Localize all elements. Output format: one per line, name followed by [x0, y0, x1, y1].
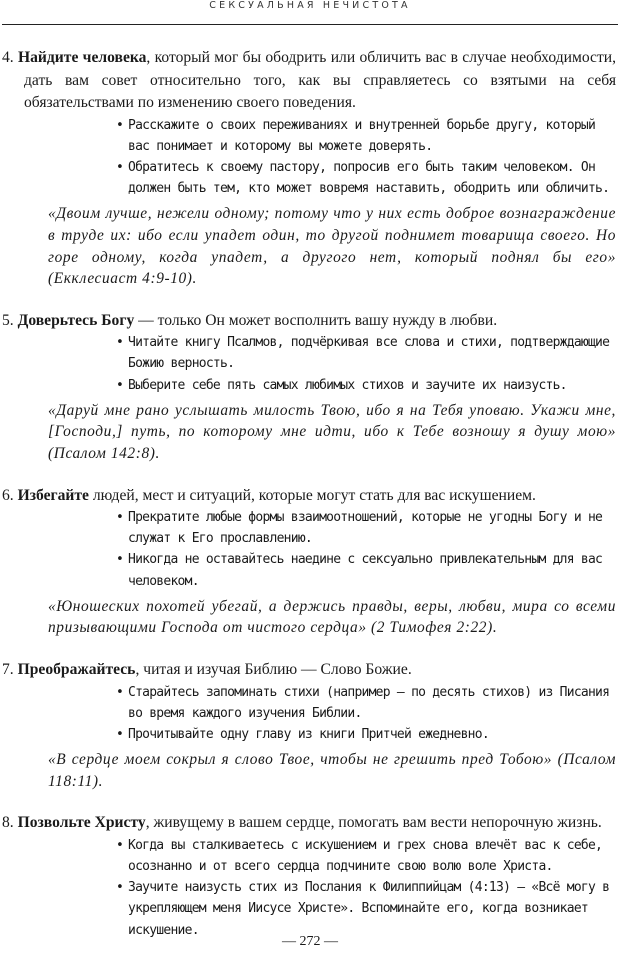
bullet-item [2, 724, 616, 745]
item-heading [2, 485, 616, 508]
item-title: Позвольте Христу [17, 814, 146, 832]
bullet-list [2, 115, 616, 200]
bullet-dot-icon: • [116, 510, 124, 526]
header-rule [2, 24, 618, 25]
bullet-dot-icon: • [116, 726, 124, 742]
running-header [0, 0, 620, 18]
item-heading [2, 47, 616, 115]
item-text: людей, мест и ситуаций, которые могут стать для вас искушением. [88, 486, 536, 504]
bullet-item [2, 835, 616, 877]
bullet-text: Выберите себе пять самых любимых стихов и заучите их наизусть. [128, 377, 567, 393]
item-title: Найдите человека [18, 49, 147, 66]
bullet-text: Расскажите о своих переживаниях и внутренней борьбе другу, который вас понимает и которому вы можете доверять. [128, 117, 596, 154]
bullet-item [2, 507, 616, 549]
bullet-item [2, 115, 616, 157]
bullet-text: Старайтесь запоминать стихи (например — по десять стихов) из Писания во время каждого изучения Библии. [128, 684, 610, 721]
bullet-item [2, 375, 616, 396]
bullet-text: Читайте книгу Псалмов, подчёркивая все слова и стихи, подтверждающие Божию верность. [128, 335, 610, 372]
item-text: , живущему в вашем сердце, помогать вам вести непорочную жизнь. [145, 814, 602, 832]
page-number: — 272 — [282, 934, 338, 949]
bullet-item [2, 549, 616, 591]
bullet-dot-icon: • [116, 880, 124, 896]
bullet-text: Заучите наизусть стих из Послания к Филиппийцам (4:13) — «Всё могу в укрепляющем меня Иисусе Христе». Вспоминайте его, когда возникает искушение. [128, 880, 610, 938]
page-body [2, 47, 616, 961]
scripture-quote: «Даруй мне рано услышать милость Твою, ибо я на Тебя уповаю. Укажи мне, [Господи,] путь, по которому мне идти, ибо к Тебе возношу я душу мою» (Псалом 142:8). [48, 401, 616, 462]
item-text: — только Он может восполнить вашу нужду в любви. [134, 311, 498, 329]
bullet-list [2, 835, 616, 941]
item-text: , который мог бы ободрить или обличить вас в случае необходимости, дать вам совет относительно того, как вы справляетесь со взятыми на себя обязательствами по изменению своего поведения. [24, 49, 617, 111]
list-item [2, 659, 616, 792]
list-item [2, 485, 616, 640]
bullet-dot-icon: • [116, 552, 124, 568]
bullet-dot-icon: • [116, 837, 124, 853]
item-heading [2, 812, 616, 835]
list-item [2, 47, 616, 290]
scripture-quote: «Юношеских похотей убегай, а держись правды, веры, любви, мира со всеми призывающими Господа от чистого сердца» (2 Тимофея 2:22). [48, 597, 616, 637]
running-title: СЕКСУАЛЬНАЯ НЕЧИСТОТА [209, 0, 411, 11]
scripture-quote: «Двоим лучше, нежели одному; потому что у них есть доброе вознаграждение в труде их: ибо если упадет один, то другой поднимет товарища своего. Но горе одному, когда упадет, а другого нет, который поднял бы его» (Екклесиаст 4:9-10). [48, 205, 616, 288]
item-text: , читая и изучая Библию — Слово Божие. [135, 661, 412, 679]
list-item [2, 812, 616, 941]
item-heading [2, 659, 616, 682]
bullet-text: Прекратите любые формы взаимоотношений, которые не угодны Богу и не служат к Его прославлению. [128, 510, 603, 547]
bullet-item [2, 157, 616, 199]
bullet-item [2, 332, 616, 374]
bullet-list [2, 682, 616, 746]
bullet-text: Обратитесь к своему пастору, попросив его быть таким человеком. Он должен быть тем, кто может вовремя наставить, ободрить или обличить. [128, 159, 610, 197]
list-item [2, 310, 616, 465]
item-title: Преображайтесь [17, 661, 136, 679]
scripture-quote: «В сердце моем сокрыл я слово Твое, чтобы не грешить пред Тобою» (Псалом 118:11). [48, 751, 616, 790]
bullet-dot-icon: • [116, 377, 124, 393]
item-number: 8. [2, 814, 14, 832]
item-title: Доверьтесь Богу [17, 311, 135, 329]
bullet-item [2, 877, 616, 941]
bullet-dot-icon: • [116, 117, 124, 133]
bullet-dot-icon: • [116, 684, 124, 700]
bullet-text: Когда вы сталкиваетесь с искушением и грех снова влечёт вас к себе, осознанно и от всего сердца подчините свою волю воле Христа. [128, 837, 603, 875]
bullet-text: Прочитывайте одну главу из книги Притчей ежедневно. [128, 726, 489, 742]
item-number: 6. [2, 486, 14, 504]
bullet-list [2, 332, 616, 396]
item-title: Избегайте [17, 486, 89, 504]
bullet-text: Никогда не оставайтесь наедине с сексуально привлекательным для вас человеком. [128, 552, 603, 589]
bullet-dot-icon: • [116, 159, 124, 175]
item-number: 7. [2, 661, 14, 679]
bullet-list [2, 507, 616, 592]
bullet-dot-icon: • [116, 335, 124, 351]
item-heading [2, 310, 616, 333]
bullet-item [2, 682, 616, 724]
item-number: 5. [2, 311, 14, 329]
item-number: 4. [2, 49, 14, 66]
